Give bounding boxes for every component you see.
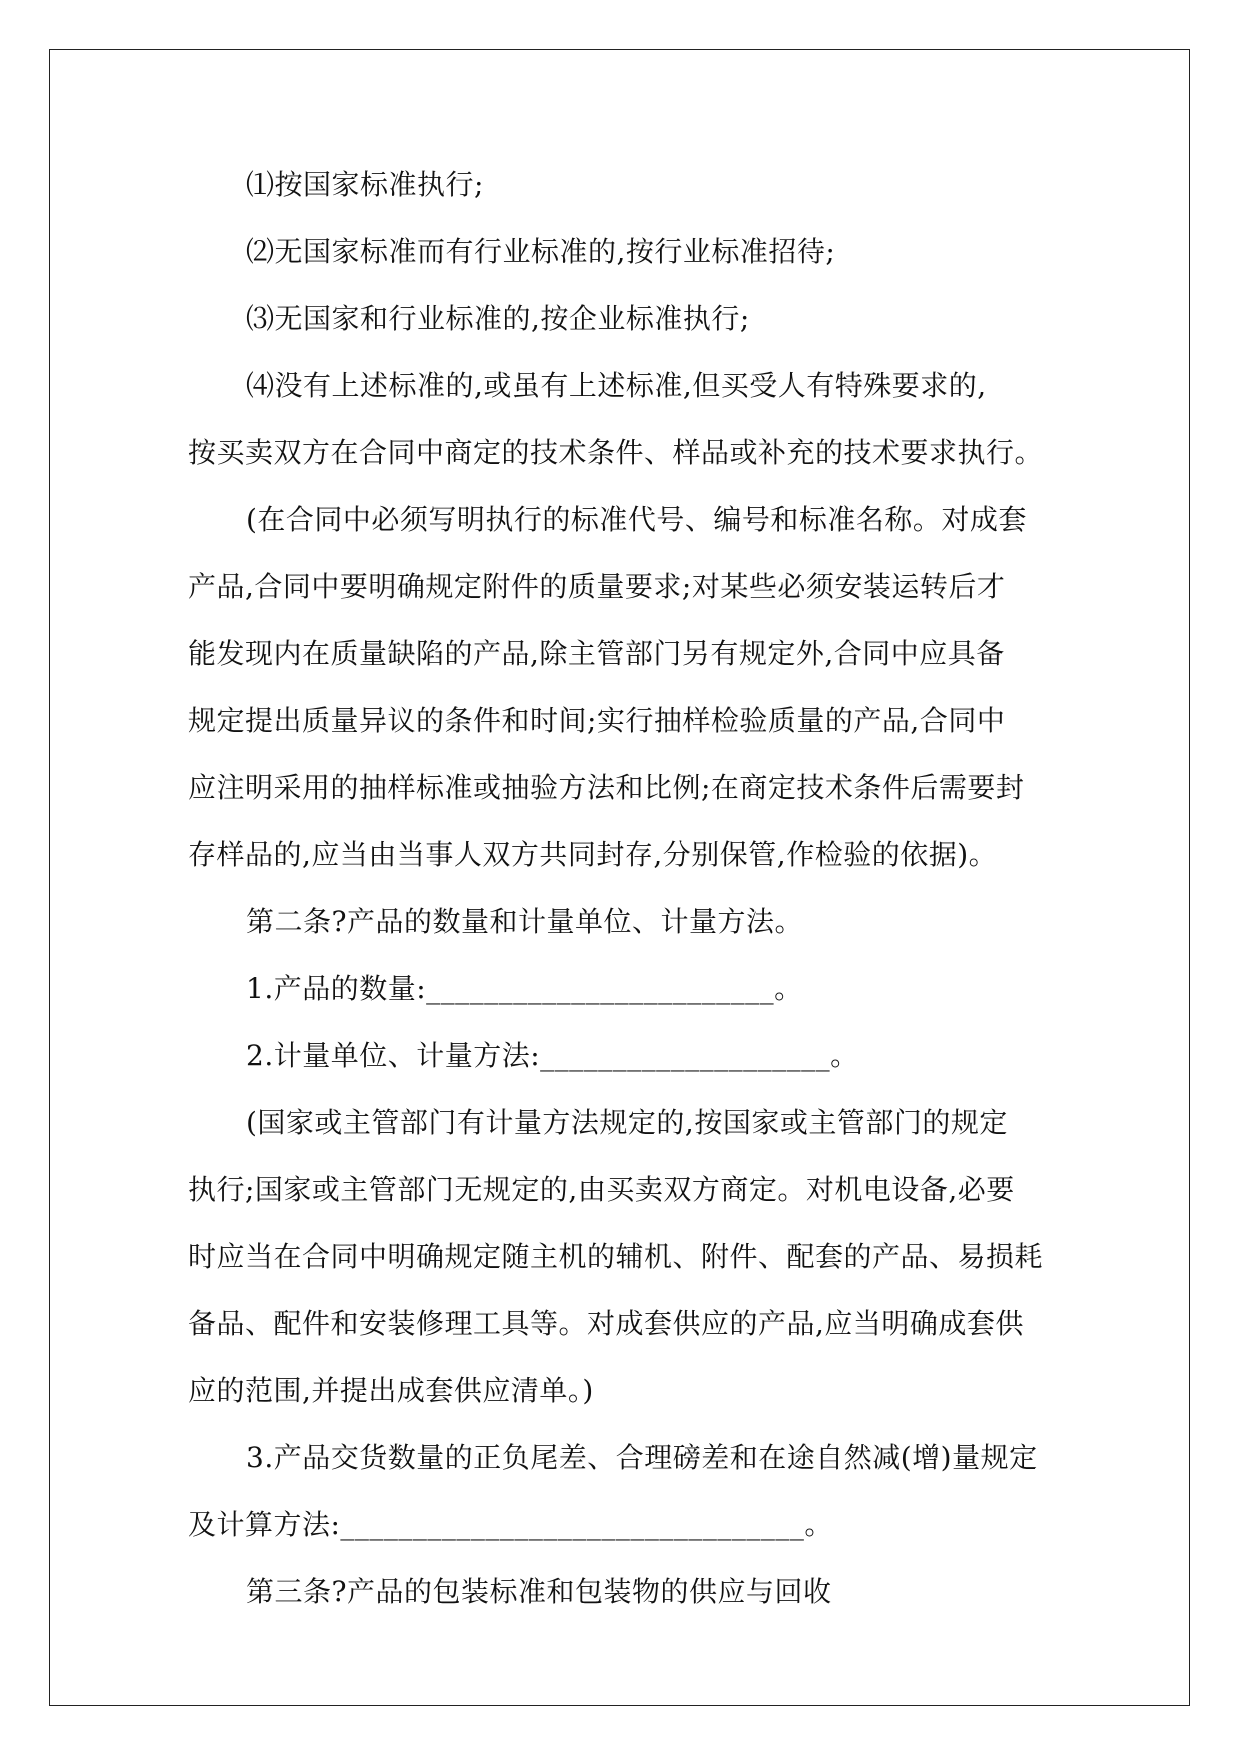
- clause-item-3: ⑶无国家和行业标准的,按企业标准执行;: [246, 302, 750, 335]
- clause-item-4: ⑷没有上述标准的,或虽有上述标准,但买受人有特殊要求的,: [246, 369, 987, 402]
- note-paragraph-1-line-3: 能发现内在质量缺陷的产品,除主管部门另有规定外,合同中应具备: [188, 637, 1005, 670]
- clause-item-2: ⑵无国家标准而有行业标准的,按行业标准招待;: [246, 235, 836, 268]
- tolerance-line-1: 3.产品交货数量的正负尾差、合理磅差和在途自然减(增)量规定: [246, 1441, 1038, 1474]
- note-paragraph-1-line-6: 存样品的,应当由当事人双方共同封存,分别保管,作检验的依据)。: [188, 838, 998, 871]
- tolerance-line-2: 及计算方法:________________________________。: [188, 1508, 833, 1541]
- unit-method-line: 2.计量单位、计量方法:____________________。: [246, 1039, 859, 1072]
- note-paragraph-1-line-5: 应注明采用的抽样标准或抽验方法和比例;在商定技术条件后需要封: [188, 771, 1025, 804]
- note-paragraph-2-line-3: 时应当在合同中明确规定随主机的辅机、附件、配套的产品、易损耗: [188, 1240, 1044, 1273]
- article-3-heading: 第三条?产品的包装标准和包装物的供应与回收: [246, 1575, 832, 1608]
- note-paragraph-2-line-1: (国家或主管部门有计量方法规定的,按国家或主管部门的规定: [246, 1106, 1008, 1139]
- clause-item-1: ⑴按国家标准执行;: [246, 168, 484, 201]
- quantity-line: 1.产品的数量:________________________。: [246, 972, 803, 1005]
- note-paragraph-1-line-4: 规定提出质量异议的条件和时间;实行抽样检验质量的产品,合同中: [188, 704, 1006, 737]
- clause-item-4-cont: 按买卖双方在合同中商定的技术条件、样品或补充的技术要求执行。: [188, 436, 1044, 469]
- note-paragraph-2-line-2: 执行;国家或主管部门无规定的,由买卖双方商定。对机电设备,必要: [188, 1173, 1015, 1206]
- note-paragraph-2-line-5: 应的范围,并提出成套供应清单。): [188, 1374, 594, 1407]
- note-paragraph-1-line-2: 产品,合同中要明确规定附件的质量要求;对某些必须安装运转后才: [188, 570, 1006, 603]
- note-paragraph-2-line-4: 备品、配件和安装修理工具等。对成套供应的产品,应当明确成套供: [188, 1307, 1024, 1340]
- note-paragraph-1-line-1: (在合同中必须写明执行的标准代号、编号和标准名称。对成套: [246, 503, 1027, 536]
- article-2-heading: 第二条?产品的数量和计量单位、计量方法。: [246, 905, 804, 938]
